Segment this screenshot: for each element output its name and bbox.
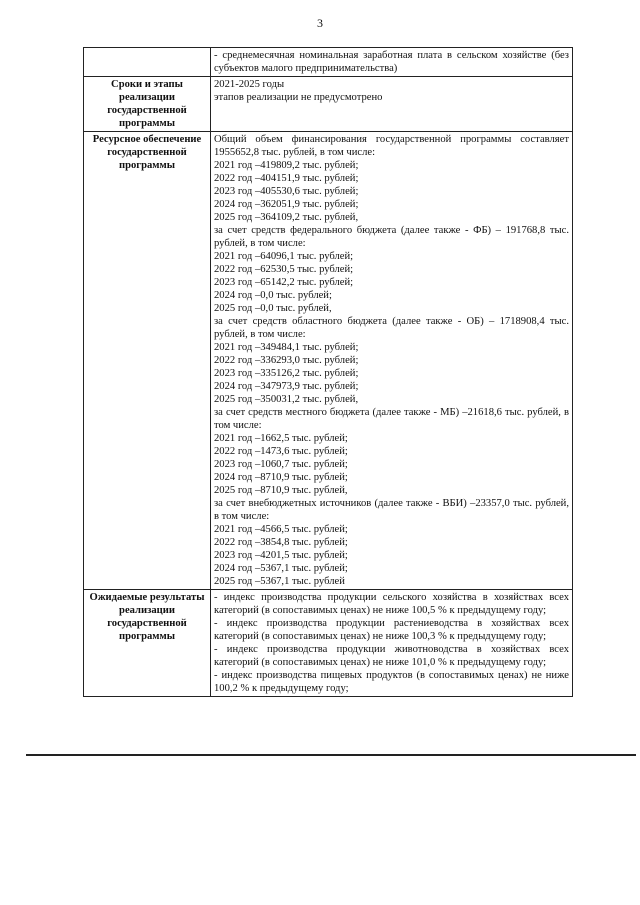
table-row-salary: [84, 48, 573, 77]
paragraph: 2021 год –4566,5 тыс. рублей;: [214, 524, 348, 535]
paragraph: 2023 год –335126,2 тыс. рублей;: [214, 368, 359, 379]
paragraph: 2022 год –3854,8 тыс. рублей;: [214, 537, 348, 548]
paragraph: - индекс производства продукции животноводства в хозяйствах всех категорий (в сопоставимых ценах) не ниже 101,0 % к предыдущему году;: [214, 644, 569, 668]
row-content: [211, 590, 573, 697]
paragraph: 2021-2025 годы: [214, 79, 285, 90]
table-row-funding: [84, 132, 573, 590]
paragraph: 2021 год –64096,1 тыс. рублей;: [214, 251, 354, 262]
paragraph: - индекс производства пищевых продуктов (в сопоставимых ценах) не ниже 100,2 % к предыдущему году;: [214, 670, 569, 694]
paragraph: этапов реализации не предусмотрено: [214, 92, 383, 103]
row-label: [84, 48, 211, 77]
paragraph: 2024 год –347973,9 тыс. рублей;: [214, 381, 359, 392]
page-number: 3: [317, 16, 323, 30]
paragraph: 2025 год –0,0 тыс. рублей,: [214, 303, 332, 314]
paragraph: за счет средств федерального бюджета (далее также - ФБ) – 191768,8 тыс. рублей, в том числе:: [214, 225, 569, 249]
paragraph: 2024 год –5367,1 тыс. рублей;: [214, 563, 348, 574]
row-content: [211, 77, 573, 132]
row-content: [211, 132, 573, 590]
paragraph: за счет внебюджетных источников (далее также - ВБИ) –23357,0 тыс. рублей, в том числе:: [214, 498, 569, 522]
paragraph: - индекс производства продукции сельского хозяйства в хозяйствах всех категорий (в сопоставимых ценах) не ниже 100,5 % к предыдущему году;: [214, 592, 569, 616]
paragraph: 2023 год –1060,7 тыс. рублей;: [214, 459, 348, 470]
paragraph: 2024 год –362051,9 тыс. рублей;: [214, 199, 359, 210]
paragraph: 2025 год –5367,1 тыс. рублей: [214, 576, 345, 587]
bottom-rule: [26, 754, 636, 756]
row-label: Ресурсное обеспечение государственной программы: [84, 132, 211, 590]
paragraph: за счет средств областного бюджета (далее также - ОБ) – 1718908,4 тыс. рублей, в том числе:: [214, 316, 569, 340]
paragraph: 2021 год –419809,2 тыс. рублей;: [214, 160, 359, 171]
paragraph: 2025 год –364109,2 тыс. рублей,: [214, 212, 359, 223]
paragraph: 2023 год –4201,5 тыс. рублей;: [214, 550, 348, 561]
paragraph: 2022 год –404151,9 тыс. рублей;: [214, 173, 359, 184]
paragraph: 2025 год –350031,2 тыс. рублей,: [214, 394, 359, 405]
paragraph: за счет средств местного бюджета (далее также - МБ) –21618,6 тыс. рублей, в том числе:: [214, 407, 569, 431]
row-label: Сроки и этапы реализации государственной программы: [84, 77, 211, 132]
paragraph: 2022 год –336293,0 тыс. рублей;: [214, 355, 359, 366]
paragraph: - индекс производства продукции растениеводства в хозяйствах всех категорий (в сопоставимых ценах) не ниже 100,3 % к предыдущему году;: [214, 618, 569, 642]
paragraph: - среднемесячная номинальная заработная плата в сельском хозяйстве (без субъектов малого предпринимательства): [214, 50, 569, 74]
paragraph: 2025 год –8710,9 тыс. рублей,: [214, 485, 348, 496]
table-row-results: [84, 590, 573, 697]
row-label: Ожидаемые результаты реализации государственной программы: [84, 590, 211, 697]
paragraph: 2021 год –349484,1 тыс. рублей;: [214, 342, 359, 353]
row-content: [211, 48, 573, 77]
paragraph: 2024 год –0,0 тыс. рублей;: [214, 290, 332, 301]
paragraph: 2023 год –405530,6 тыс. рублей;: [214, 186, 359, 197]
paragraph: Общий объем финансирования государственной программы составляет 1955652,8 тыс. рублей, в том числе:: [214, 134, 569, 158]
paragraph: 2022 год –62530,5 тыс. рублей;: [214, 264, 354, 275]
paragraph: 2023 год –65142,2 тыс. рублей;: [214, 277, 354, 288]
program-passport-table: [83, 47, 573, 697]
paragraph: 2022 год –1473,6 тыс. рублей;: [214, 446, 348, 457]
table-row-timeline: [84, 77, 573, 132]
paragraph: 2021 год –1662,5 тыс. рублей;: [214, 433, 348, 444]
paragraph: 2024 год –8710,9 тыс. рублей;: [214, 472, 348, 483]
